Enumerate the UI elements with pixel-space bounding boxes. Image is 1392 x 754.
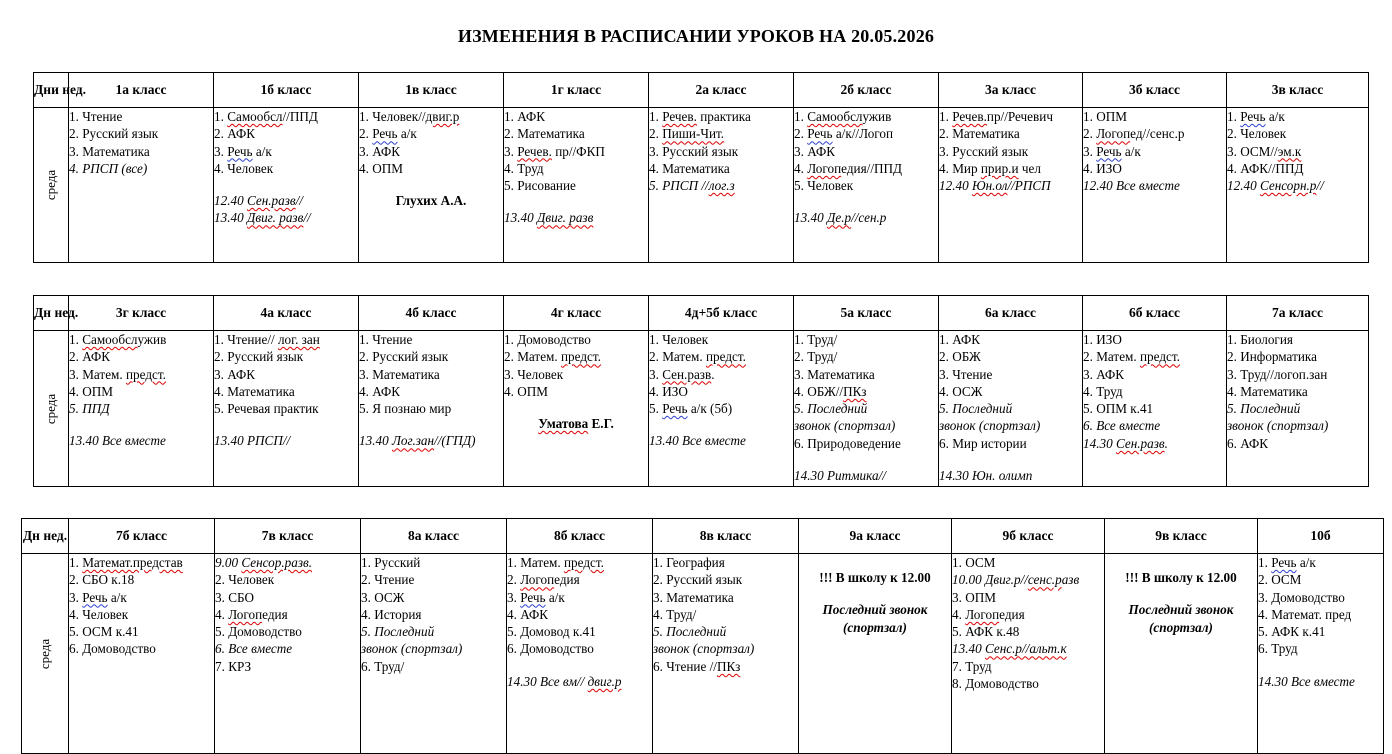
lesson-line: 13.40 Де.р//сен.р — [794, 210, 887, 226]
class-schedule-cell — [507, 554, 653, 754]
lesson-line: 6. Чтение //ПКз — [653, 658, 741, 674]
lesson-line: 14.30 Ритмика// — [794, 468, 886, 484]
class-schedule-cell — [504, 331, 649, 487]
lesson-line: 3. АФК — [794, 143, 836, 159]
class-header: 4а класс — [214, 296, 359, 331]
lesson-line: 4. Логопедия — [952, 606, 1025, 622]
lesson-line: 3. ОСЖ — [361, 589, 405, 605]
lesson-line: (спортзал) — [1149, 619, 1213, 635]
lesson-line: (спортзал) — [843, 619, 907, 635]
lesson-line: 4. ИЗО — [649, 383, 688, 399]
lesson-line: 14.30 Все вместе — [1258, 673, 1355, 689]
lesson-line: 5. ОПМ к.41 — [1083, 401, 1154, 417]
class-schedule-cell — [1083, 331, 1227, 487]
class-schedule-cell — [504, 108, 649, 263]
lesson-line: 4. Математ. пред — [1258, 606, 1352, 622]
lesson-line: 3. Речь а/к — [507, 589, 565, 605]
lesson-line: 1. ИЗО — [1083, 332, 1122, 347]
lesson-line: Глухих А.А. — [395, 193, 467, 209]
lesson-line: 2. Логопедия — [507, 572, 580, 588]
lesson-line: 3. Русский язык — [649, 143, 739, 159]
lesson-line: 1. АФК — [939, 332, 981, 347]
lesson-line: 4. Мир прир.и чел — [939, 160, 1041, 176]
class-header: 7а класс — [1227, 296, 1369, 331]
lesson-line: 2. Человек — [1227, 126, 1287, 142]
class-schedule-cell — [649, 108, 794, 263]
lesson-line: 1. ОСМ — [952, 555, 996, 570]
lesson-line: 5. Последний — [653, 624, 727, 640]
lesson-line: 3. Речь а/к — [69, 589, 127, 605]
lesson-line: 13.40 Двиг. разв// — [214, 210, 311, 226]
lesson-line: 1. Матем. предст. — [507, 555, 604, 570]
lesson-line: 2. Математика — [939, 126, 1020, 142]
schedule-table-1 — [33, 72, 1369, 263]
lesson-line: 5. АФК к.41 — [1258, 624, 1326, 640]
lesson-line: 4. Логопедия — [215, 606, 288, 622]
lesson-line: 2. Матем. предст. — [649, 349, 746, 365]
lesson-line: 1. ОПМ — [1083, 109, 1127, 124]
lesson-line: 3. Человек — [504, 366, 564, 382]
lesson-line: 5. АФК к.48 — [952, 624, 1020, 640]
class-header: 5а класс — [794, 296, 939, 331]
lesson-line: 2. АФК — [69, 349, 111, 365]
lesson-line: 5. Последний — [1227, 401, 1301, 417]
class-schedule-cell — [69, 331, 214, 487]
lesson-line — [799, 586, 951, 601]
lesson-line — [214, 177, 358, 192]
lesson-line: звонок (спортзал) — [361, 641, 463, 657]
lesson-line: 2. Математика — [504, 126, 585, 142]
lesson-line: 2. Логопед//сенс.р — [1083, 126, 1185, 142]
lesson-line: 3. Математика — [653, 589, 734, 605]
lesson-line — [1105, 586, 1257, 601]
lesson-line: 14.30 Сен.разв. — [1083, 435, 1168, 451]
lesson-line: 3. Русский язык — [939, 143, 1029, 159]
lesson-line: 12.40 Сенсорн.р// — [1227, 178, 1324, 194]
lesson-line — [799, 554, 951, 569]
lesson-line: 1. География — [653, 555, 725, 570]
lesson-line: 3. Труд//логоп.зан — [1227, 366, 1328, 382]
lesson-line — [1105, 554, 1257, 569]
lesson-line — [1258, 658, 1383, 673]
lesson-line: 3. ОСМ//эм.к — [1227, 143, 1302, 159]
lesson-line: 5. Речь а/к (5б) — [649, 401, 733, 417]
class-schedule-cell — [1083, 108, 1227, 263]
lesson-line: 3. Речев. пр//ФКП — [504, 143, 605, 159]
lesson-line: 2. Речь а/к//Логоп — [794, 126, 894, 142]
lesson-line: звонок (спортзал) — [939, 418, 1041, 434]
lesson-line: 6. Мир истории — [939, 435, 1027, 451]
lesson-line: !!! В школу к 12.00 — [1125, 570, 1237, 585]
lesson-line — [504, 194, 648, 209]
lesson-line: Последний звонок — [1128, 602, 1234, 618]
lesson-line: 6. Все вместе — [215, 641, 293, 657]
lesson-line: 2. Пиши-Чит. — [649, 126, 725, 142]
lesson-line: 4. АФК//ППД — [1227, 160, 1304, 176]
lesson-line: 5. ППД — [69, 401, 110, 417]
class-header: 9в класс — [1105, 519, 1258, 554]
class-header: 4д+5б класс — [649, 296, 794, 331]
class-schedule-cell — [215, 554, 361, 754]
class-header: 1а класс — [69, 73, 214, 108]
lesson-line: 1. АФК — [504, 109, 546, 124]
lesson-line: 13.40 Все вместе — [649, 433, 746, 449]
lesson-line: 2. Русский язык — [653, 572, 743, 588]
lesson-line: 4. Труд — [1083, 383, 1123, 399]
class-schedule-cell — [794, 108, 939, 263]
lesson-line: 3. АФК — [1083, 366, 1125, 382]
class-schedule-cell — [1258, 554, 1384, 754]
lesson-line: 4. Математика — [214, 383, 295, 399]
class-header: 2а класс — [649, 73, 794, 108]
lesson-line: Уматова Е.Г. — [538, 416, 614, 432]
class-schedule-cell — [1105, 554, 1258, 754]
class-header: 8в класс — [653, 519, 799, 554]
lesson-line: 14.30 Все вм// двиг.р — [507, 673, 622, 689]
lesson-line: 3. Матем. предст. — [69, 366, 166, 382]
class-header: 2б класс — [794, 73, 939, 108]
lesson-line: !!! В школу к 12.00 — [819, 570, 931, 585]
lesson-line: 8. Домоводство — [952, 676, 1039, 692]
lesson-line: 1. Русский — [361, 555, 421, 570]
lesson-line: 1. Математ.представ — [69, 555, 183, 570]
lesson-line: 5. Последний — [361, 624, 435, 640]
lesson-line: 2. Русский язык — [69, 126, 159, 142]
lesson-line — [69, 417, 213, 432]
lesson-line: 2. Человек — [215, 572, 275, 588]
lesson-line: 1. Самообслужив — [69, 332, 167, 347]
lesson-line: 3. АФК — [359, 143, 401, 159]
lesson-line: 3. Математика — [794, 366, 875, 382]
lesson-line — [939, 452, 1082, 467]
lesson-line: 6. Домоводство — [69, 641, 156, 657]
class-schedule-cell — [214, 331, 359, 487]
class-header: 1г класс — [504, 73, 649, 108]
lesson-line — [507, 658, 652, 673]
class-header: 1в класс — [359, 73, 504, 108]
class-schedule-cell — [361, 554, 507, 754]
lesson-line: 4. Человек — [214, 160, 274, 176]
class-schedule-cell — [799, 554, 952, 754]
lesson-line: 2. Речь а/к — [359, 126, 417, 142]
lesson-line: 14.30 Юн. олимп — [939, 468, 1033, 484]
lesson-line: 13.40 Лог.зан//(ГПД) — [359, 433, 476, 449]
lesson-line: 4. ОПМ — [69, 383, 113, 399]
lesson-line: 5. Домоводство — [215, 624, 302, 640]
lesson-line: 4. ИЗО — [1083, 160, 1122, 176]
class-header: 1б класс — [214, 73, 359, 108]
class-header: 7б класс — [69, 519, 215, 554]
lesson-line: 4. АФК — [359, 383, 401, 399]
lesson-line: 4. Труд/ — [653, 606, 697, 622]
lesson-line: 4. История — [361, 606, 422, 622]
class-schedule-cell — [649, 331, 794, 487]
lesson-line: 13.40 РПСП// — [214, 433, 291, 449]
lesson-line: 4. Человек — [69, 606, 129, 622]
schedule-table-3 — [21, 518, 1384, 754]
page-title: ИЗМЕНЕНИЯ В РАСПИСАНИИ УРОКОВ НА 20.05.2026 — [457, 26, 935, 46]
lesson-line: 1. Биология — [1227, 332, 1293, 347]
lesson-line: 13.40 Сенс.р//альт.к — [952, 641, 1067, 657]
class-header: 4б класс — [359, 296, 504, 331]
lesson-line: 2. ОСМ — [1258, 572, 1302, 588]
lesson-line: 4. Труд — [504, 160, 544, 176]
lesson-line: 2. Информатика — [1227, 349, 1317, 365]
class-schedule-cell — [939, 331, 1083, 487]
lesson-line: 4. Математика — [649, 160, 730, 176]
lesson-line: Последний звонок — [822, 602, 928, 618]
lesson-line: 1. Речев.пр//Речевич — [939, 109, 1053, 124]
lesson-line: 5. Рисование — [504, 178, 576, 194]
lesson-line: 1. Человек — [649, 332, 709, 347]
class-header: 3г класс — [69, 296, 214, 331]
lesson-line: 12.40 Все вместе — [1083, 178, 1180, 194]
class-schedule-cell — [952, 554, 1105, 754]
lesson-line: 2. ОБЖ — [939, 349, 981, 365]
class-header: 9б класс — [952, 519, 1105, 554]
lesson-line — [359, 417, 503, 432]
day-column-header: Дн нед. — [34, 296, 69, 331]
lesson-line: 3. АФК — [214, 366, 256, 382]
lesson-line: 4. Математика — [1227, 383, 1308, 399]
lesson-line: 7. Труд — [952, 658, 992, 674]
lesson-line: 1. Чтение// лог. зан — [214, 332, 320, 347]
class-header: 6а класс — [939, 296, 1083, 331]
day-column-header: Дн нед. — [22, 519, 69, 554]
class-schedule-cell — [69, 554, 215, 754]
class-header: 3б класс — [1083, 73, 1227, 108]
lesson-line: звонок (спортзал) — [794, 418, 896, 434]
lesson-line: 3. ОПМ — [952, 589, 996, 605]
lesson-line: 4. ОПМ — [359, 160, 403, 176]
lesson-line: 4. РПСП (все) — [69, 160, 148, 176]
lesson-line: 5. Последний — [794, 401, 868, 417]
lesson-line — [359, 177, 503, 192]
class-header: 3а класс — [939, 73, 1083, 108]
lesson-line: 6. Все вместе — [1083, 418, 1161, 434]
lesson-line: 6. Домоводство — [507, 641, 594, 657]
lesson-line: 6. Труд/ — [361, 658, 405, 674]
lesson-line: 12.40 Сен.разв// — [214, 193, 303, 209]
class-schedule-cell — [939, 108, 1083, 263]
lesson-line: 2. Труд/ — [794, 349, 838, 365]
class-header: 4г класс — [504, 296, 649, 331]
lesson-line: 7. КРЗ — [215, 658, 252, 674]
lesson-line: 13.40 Двиг. разв — [504, 210, 594, 226]
day-column-header: Дни нед. — [34, 73, 69, 108]
lesson-line: 2. Русский язык — [214, 349, 304, 365]
lesson-line: 3. Математика — [359, 366, 440, 382]
lesson-line: 5. РПСП //лог.з — [649, 178, 735, 194]
lesson-line: 5. Человек — [794, 178, 854, 194]
class-schedule-cell — [1227, 108, 1369, 263]
lesson-line — [214, 417, 358, 432]
schedule-table-2 — [33, 295, 1369, 487]
class-schedule-cell — [1227, 331, 1369, 487]
lesson-line: 1. Человек//двиг.р — [359, 109, 460, 124]
lesson-line: 3. Речь а/к — [214, 143, 272, 159]
class-schedule-cell — [69, 108, 214, 263]
lesson-line: 2. АФК — [214, 126, 256, 142]
class-header: 10б — [1258, 519, 1384, 554]
class-schedule-cell — [794, 331, 939, 487]
lesson-line: 1. Труд/ — [794, 332, 838, 347]
lesson-line: 1. Чтение — [69, 109, 123, 124]
day-cell: среда — [34, 108, 69, 263]
lesson-line — [794, 194, 938, 209]
lesson-line: 6. Природоведение — [794, 435, 901, 451]
lesson-line: 13.40 Все вместе — [69, 433, 166, 449]
lesson-line: 2. Матем. предст. — [504, 349, 601, 365]
lesson-line: 5. Домовод к.41 — [507, 624, 596, 640]
lesson-line: 2. Чтение — [361, 572, 415, 588]
lesson-line: 1. Речь а/к — [1258, 555, 1316, 570]
class-schedule-cell — [214, 108, 359, 263]
lesson-line: звонок (спортзал) — [653, 641, 755, 657]
lesson-line: 3. Речь а/к — [1083, 143, 1141, 159]
lesson-line: 4. АФК — [507, 606, 549, 622]
lesson-line: 5. Последний — [939, 401, 1013, 417]
lesson-line: 4. ОПМ — [504, 383, 548, 399]
lesson-line: 4. Логопедия//ППД — [794, 160, 903, 176]
lesson-line: 3. Домоводство — [1258, 589, 1345, 605]
class-schedule-cell — [653, 554, 799, 754]
lesson-line: 5. ОСМ к.41 — [69, 624, 139, 640]
lesson-line: 6. Труд — [1258, 641, 1298, 657]
class-header: 3в класс — [1227, 73, 1369, 108]
lesson-line: 3. Чтение — [939, 366, 993, 382]
lesson-line: 2. Русский язык — [359, 349, 449, 365]
class-header: 7в класс — [215, 519, 361, 554]
lesson-line — [504, 400, 648, 415]
lesson-line: 9.00 Сенсор.разв. — [215, 555, 313, 570]
lesson-line: 1. Речь а/к — [1227, 109, 1285, 124]
lesson-line: 3. Сен.разв. — [649, 366, 715, 382]
class-header: 8б класс — [507, 519, 653, 554]
lesson-line: 4. ОСЖ — [939, 383, 983, 399]
class-schedule-cell — [359, 331, 504, 487]
lesson-line: 2. Матем. предст. — [1083, 349, 1180, 365]
lesson-line: 1. Самообслужив — [794, 109, 892, 124]
lesson-line: 2. СБО к.18 — [69, 572, 135, 588]
lesson-line — [649, 417, 793, 432]
day-cell: среда — [22, 554, 69, 754]
day-cell: среда — [34, 331, 69, 487]
lesson-line: звонок (спортзал) — [1227, 418, 1329, 434]
lesson-line: 1. Речев. практика — [649, 109, 751, 124]
lesson-line: 12.40 Юн.ол//РПСП — [939, 178, 1051, 194]
lesson-line — [794, 452, 938, 467]
lesson-line: 10.00 Двиг.р//сенс.разв — [952, 572, 1080, 588]
lesson-line: 1. Домоводство — [504, 332, 591, 347]
lesson-line: 5. Я познаю мир — [359, 401, 452, 417]
class-header: 9а класс — [799, 519, 952, 554]
lesson-line: 3. СБО — [215, 589, 254, 605]
lesson-line: 3. Математика — [69, 143, 150, 159]
class-header: 8а класс — [361, 519, 507, 554]
lesson-line: 4. ОБЖ//ПКз — [794, 383, 867, 399]
lesson-line: 1. Чтение — [359, 332, 413, 347]
class-schedule-cell — [359, 108, 504, 263]
lesson-line: 1. Самообсл//ППД — [214, 109, 318, 124]
lesson-line: 5. Речевая практик — [214, 401, 319, 417]
lesson-line: 6. АФК — [1227, 435, 1269, 451]
class-header: 6б класс — [1083, 296, 1227, 331]
